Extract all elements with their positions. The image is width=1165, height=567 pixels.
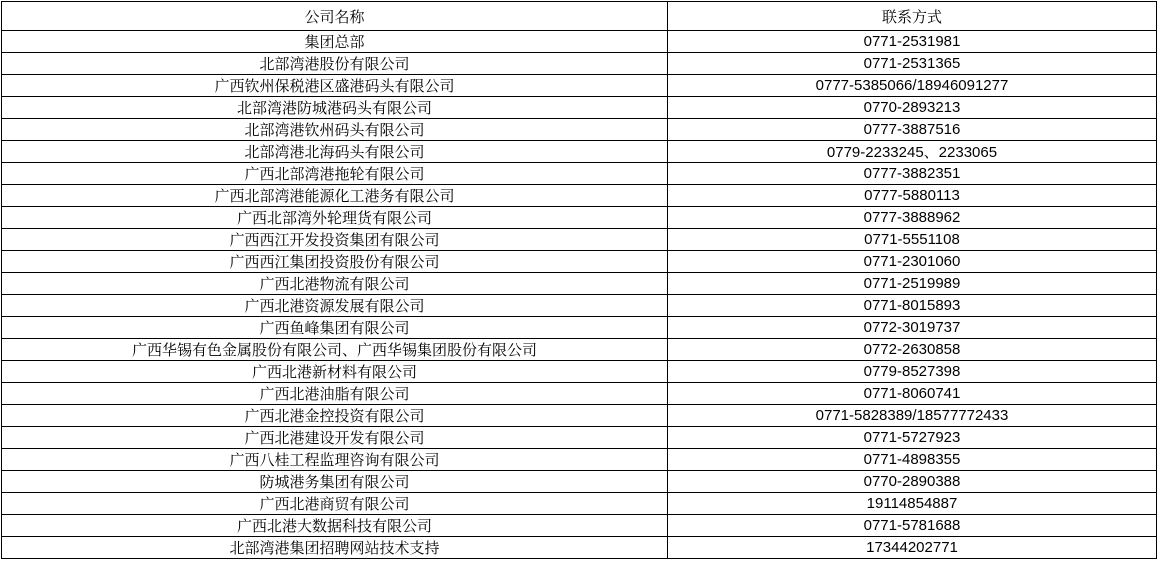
company-name-cell: 广西北港物流有限公司 [2, 273, 668, 295]
table-row [2, 31, 1157, 53]
table-row [2, 449, 1157, 471]
table-row [2, 471, 1157, 493]
company-name-cell: 广西鱼峰集团有限公司 [2, 317, 668, 339]
contact-cell: 0771-5828389/18577772433 [668, 405, 1157, 427]
company-name-cell: 北部湾港集团招聘网站技术支持 [2, 537, 668, 559]
contact-cell: 0771-2531365 [668, 53, 1157, 75]
table-row [2, 361, 1157, 383]
table-row [2, 53, 1157, 75]
table-row [2, 75, 1157, 97]
table-row [2, 251, 1157, 273]
table-row [2, 207, 1157, 229]
contact-cell: 0779-2233245、2233065 [668, 141, 1157, 163]
contact-cell: 0779-8527398 [668, 361, 1157, 383]
contact-cell: 0771-8015893 [668, 295, 1157, 317]
contact-cell: 0771-5781688 [668, 515, 1157, 537]
company-name-cell: 广西北港资源发展有限公司 [2, 295, 668, 317]
company-name-cell: 广西北港金控投资有限公司 [2, 405, 668, 427]
contact-cell: 17344202771 [668, 537, 1157, 559]
table-row [2, 515, 1157, 537]
contact-cell: 0771-2531981 [668, 31, 1157, 53]
contact-cell: 0771-2519989 [668, 273, 1157, 295]
contact-cell: 0777-3888962 [668, 207, 1157, 229]
company-name-cell: 北部湾港股份有限公司 [2, 53, 668, 75]
company-name-cell: 北部湾港北海码头有限公司 [2, 141, 668, 163]
contact-cell: 0771-4898355 [668, 449, 1157, 471]
contact-cell: 0777-3887516 [668, 119, 1157, 141]
table-row [2, 97, 1157, 119]
table-body [2, 31, 1157, 559]
company-name-cell: 广西北港新材料有限公司 [2, 361, 668, 383]
contact-cell: 0771-5727923 [668, 427, 1157, 449]
company-name-cell: 广西钦州保税港区盛港码头有限公司 [2, 75, 668, 97]
contact-cell: 0772-3019737 [668, 317, 1157, 339]
table-row [2, 493, 1157, 515]
company-name-cell: 广西北港商贸有限公司 [2, 493, 668, 515]
table-row [2, 273, 1157, 295]
company-name-cell: 广西西江集团投资股份有限公司 [2, 251, 668, 273]
company-name-cell: 广西八桂工程监理咨询有限公司 [2, 449, 668, 471]
company-name-cell: 广西华锡有色金属股份有限公司、广西华锡集团股份有限公司 [2, 339, 668, 361]
company-name-cell: 广西北部湾港能源化工港务有限公司 [2, 185, 668, 207]
table-row [2, 427, 1157, 449]
contact-cell: 0771-8060741 [668, 383, 1157, 405]
table-row [2, 185, 1157, 207]
company-name-cell: 集团总部 [2, 31, 668, 53]
table-row [2, 339, 1157, 361]
company-name-cell: 北部湾港防城港码头有限公司 [2, 97, 668, 119]
contact-cell: 0772-2630858 [668, 339, 1157, 361]
table-row [2, 141, 1157, 163]
contact-cell: 0777-5385066/18946091277 [668, 75, 1157, 97]
table-row [2, 405, 1157, 427]
company-name-cell: 广西北港建设开发有限公司 [2, 427, 668, 449]
company-name-cell: 广西西江开发投资集团有限公司 [2, 229, 668, 251]
company-name-cell: 广西北港油脂有限公司 [2, 383, 668, 405]
table-row [2, 383, 1157, 405]
contacts-table [1, 1, 1157, 559]
contact-cell: 0777-5880113 [668, 185, 1157, 207]
table-row [2, 295, 1157, 317]
table-header-row [2, 2, 1157, 31]
company-name-cell: 广西北部湾港拖轮有限公司 [2, 163, 668, 185]
contact-cell: 0771-5551108 [668, 229, 1157, 251]
table-row [2, 163, 1157, 185]
company-name-cell: 防城港务集团有限公司 [2, 471, 668, 493]
contact-cell: 0771-2301060 [668, 251, 1157, 273]
company-name-cell: 北部湾港钦州码头有限公司 [2, 119, 668, 141]
contact-cell: 19114854887 [668, 493, 1157, 515]
company-name-header: 公司名称 [2, 2, 668, 31]
company-name-cell: 广西北部湾外轮理货有限公司 [2, 207, 668, 229]
table-row [2, 119, 1157, 141]
table-row [2, 317, 1157, 339]
contact-cell: 0770-2890388 [668, 471, 1157, 493]
contact-cell: 0770-2893213 [668, 97, 1157, 119]
table-row [2, 229, 1157, 251]
table-row [2, 537, 1157, 559]
contact-header: 联系方式 [668, 2, 1157, 31]
contact-cell: 0777-3882351 [668, 163, 1157, 185]
company-name-cell: 广西北港大数据科技有限公司 [2, 515, 668, 537]
